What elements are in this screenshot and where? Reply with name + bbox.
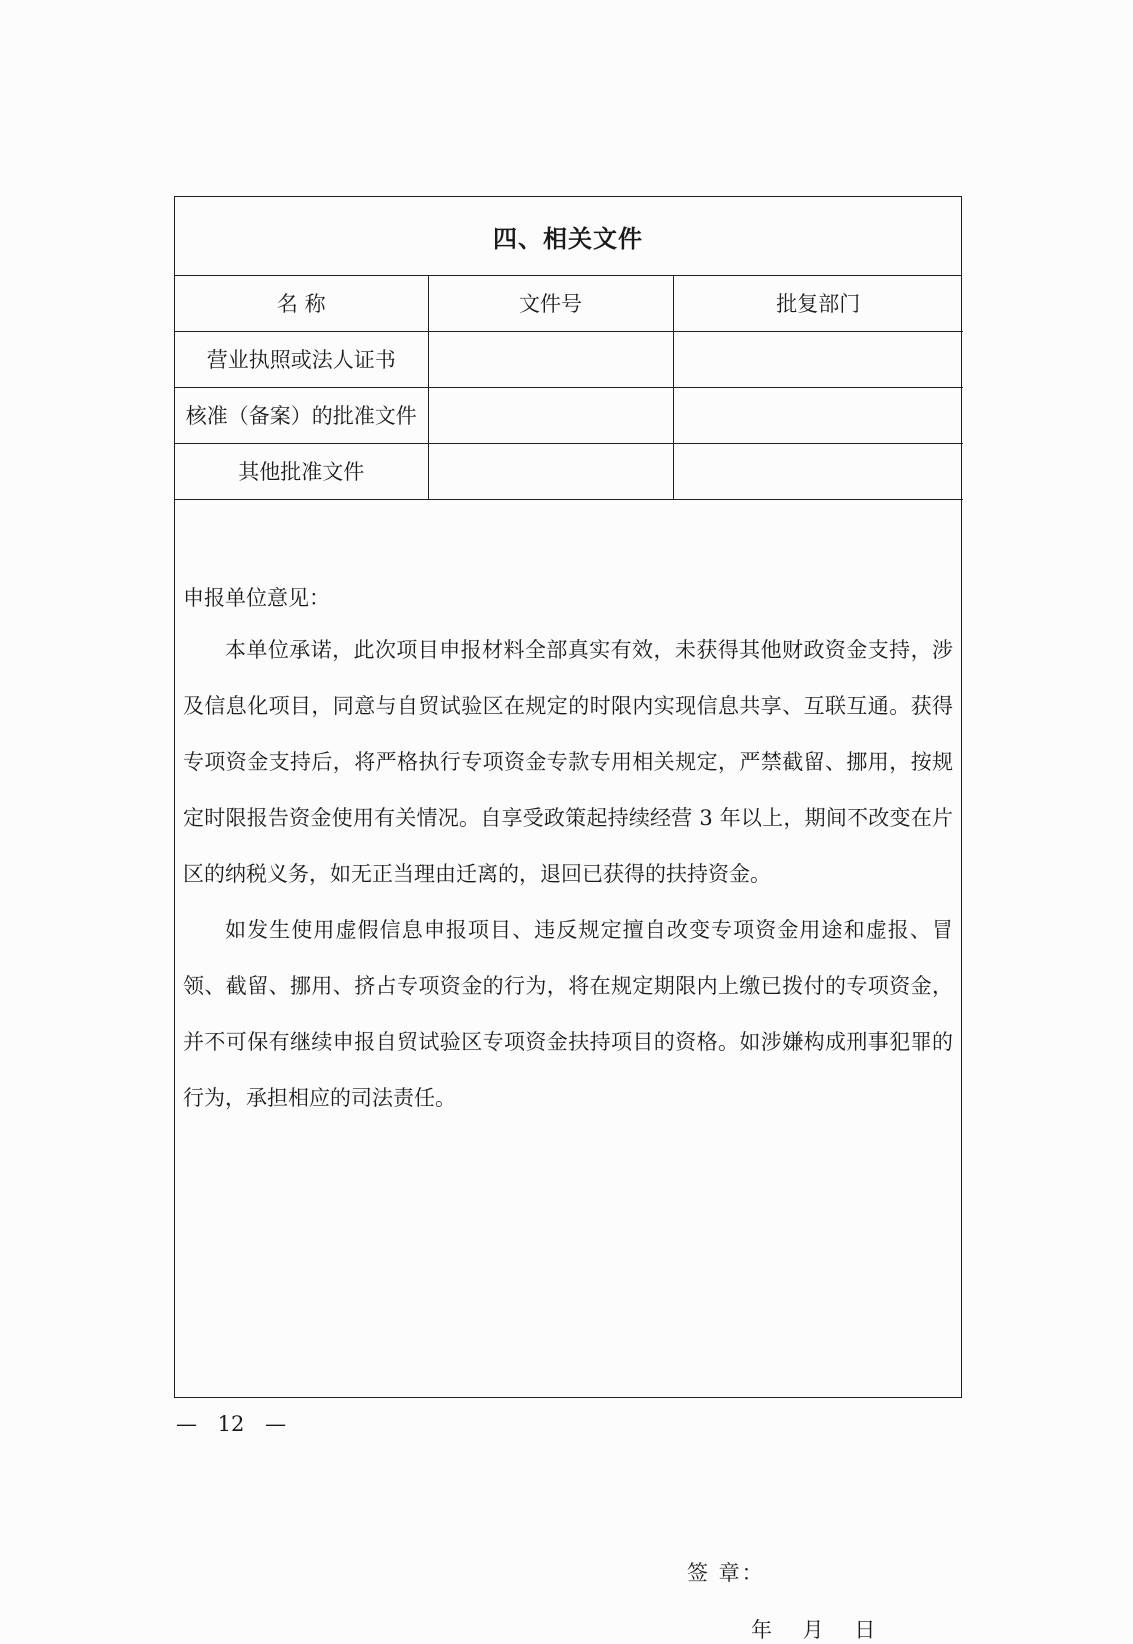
- row-file-number-cell: [428, 331, 673, 387]
- row-approval-dept-cell: [673, 387, 963, 443]
- documents-table: [175, 275, 963, 500]
- row-name-cell: 核准（备案）的批准文件: [175, 387, 428, 443]
- header-file-number: 文件号: [428, 275, 673, 331]
- table-row: [175, 443, 963, 499]
- page-number: — 12 —: [176, 1412, 287, 1436]
- section-title: 四、相关文件: [175, 197, 961, 276]
- row-approval-dept-cell: [673, 331, 963, 387]
- header-approval-dept: 批复部门: [673, 275, 963, 331]
- table-row: [175, 387, 963, 443]
- row-approval-dept-cell: [673, 443, 963, 499]
- commitment-paragraph: 本单位承诺，此次项目申报材料全部真实有效，未获得其他财政资金支持，涉及信息化项目，同意与自贸试验区在规定的时限内实现信息共享、互联互通。获得专项资金支持后，将严格执行专项资金专款专用相关规定，严禁截留、挪用，按规定时限报告资金使用有关情况。自享受政策起持续经营 3 年以上，期间不改变在片区的纳税义务，如无正当理由迁离的，退回已获得的扶持资金。: [183, 638, 953, 886]
- opinion-label: 申报单位意见：: [183, 586, 330, 610]
- header-name: 名 称: [175, 275, 428, 331]
- table-header-row: [175, 275, 963, 331]
- signature-label: 签 章：: [687, 1561, 765, 1585]
- date-label: 年 月 日: [751, 1618, 876, 1642]
- penalty-paragraph: 如发生使用虚假信息申报项目、违反规定擅自改变专项资金用途和虚报、冒领、截留、挪用、挤占专项资金的行为，将在规定期限内上缴已拨付的专项资金，并不可保有继续申报自贸试验区专项资金扶持项目的资格。如涉嫌构成刑事犯罪的行为，承担相应的司法责任。: [183, 918, 953, 1110]
- row-name-cell: 营业执照或法人证书: [175, 331, 428, 387]
- row-file-number-cell: [428, 387, 673, 443]
- row-file-number-cell: [428, 443, 673, 499]
- table-row: [175, 331, 963, 387]
- row-name-cell: 其他批准文件: [175, 443, 428, 499]
